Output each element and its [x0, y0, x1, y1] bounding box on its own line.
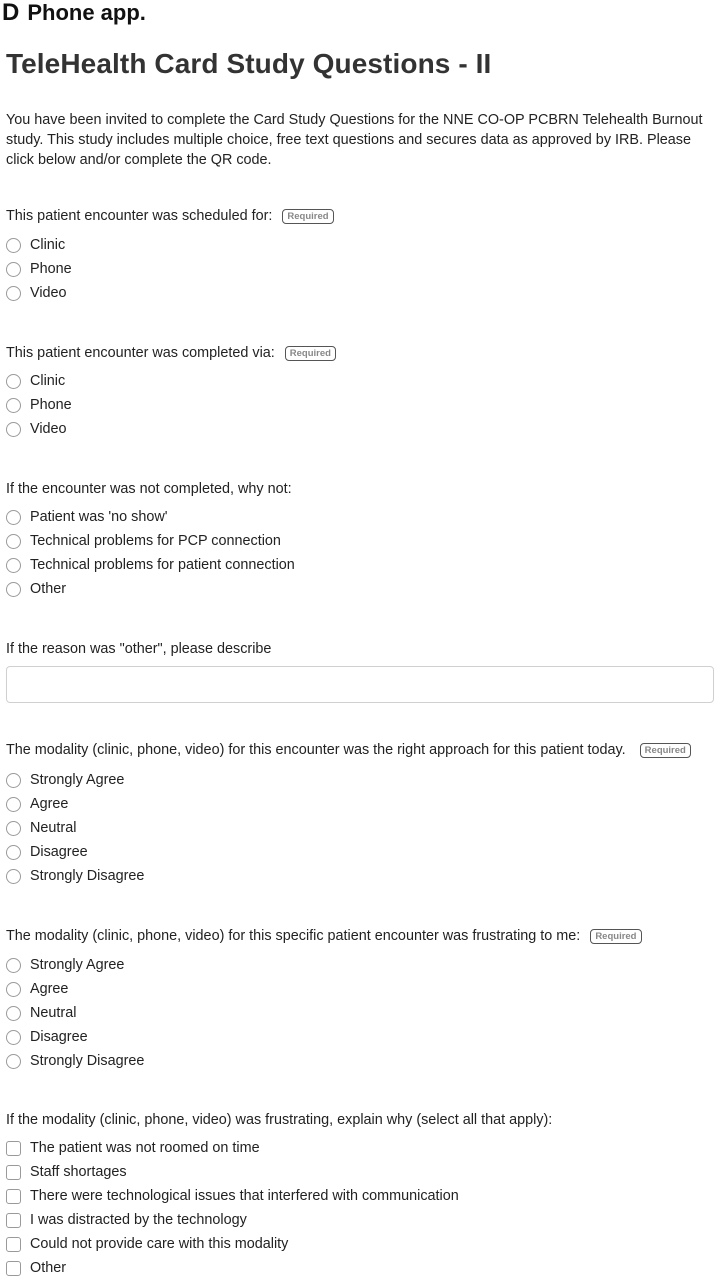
- option-neutral[interactable]: [6, 816, 144, 840]
- option-could-not-provide-care[interactable]: [6, 1232, 459, 1256]
- option-agree[interactable]: [6, 977, 144, 1001]
- option-patient-tech-problems[interactable]: [6, 553, 295, 577]
- option-label: Technical problems for patient connection: [30, 557, 295, 573]
- panel-letter: D: [2, 0, 20, 26]
- radio-button[interactable]: [6, 958, 21, 973]
- option-label: Strongly Agree: [30, 772, 125, 788]
- question-text: This patient encounter was scheduled for:: [6, 208, 273, 224]
- option-strongly-disagree[interactable]: [6, 1049, 144, 1073]
- option-no-show[interactable]: [6, 505, 295, 529]
- checkbox[interactable]: [6, 1165, 21, 1180]
- question-why-not-completed: [6, 480, 292, 498]
- radio-button[interactable]: [6, 821, 21, 836]
- option-distracted[interactable]: [6, 1208, 459, 1232]
- radio-button[interactable]: [6, 845, 21, 860]
- option-label: Neutral: [30, 820, 77, 836]
- options-frustrating: [6, 953, 144, 1073]
- form-intro: You have been invited to complete the Card Study Questions for the NNE CO-OP PCBRN Telehealth Burnout study. This study includes multiple choice, free text questions and secures data as approved by IRB. Please click below and/or complete the QR code.: [6, 112, 703, 168]
- option-label: Strongly Disagree: [30, 868, 145, 884]
- radio-button[interactable]: [6, 869, 21, 884]
- option-disagree[interactable]: [6, 1025, 144, 1049]
- options-why-not-completed: [6, 505, 295, 601]
- question-frustration-reasons: [6, 1111, 552, 1129]
- radio-button[interactable]: [6, 982, 21, 997]
- option-label: Disagree: [30, 1029, 88, 1045]
- checkbox[interactable]: [6, 1189, 21, 1204]
- option-label: Neutral: [30, 1005, 77, 1021]
- option-label: Technical problems for PCP connection: [30, 533, 281, 549]
- required-badge: Required: [640, 743, 691, 758]
- option-label: Other: [30, 581, 66, 597]
- option-neutral[interactable]: [6, 1001, 144, 1025]
- option-label: I was distracted by the technology: [30, 1212, 247, 1228]
- question-text: This patient encounter was completed via:: [6, 345, 275, 361]
- option-agree[interactable]: [6, 792, 144, 816]
- options-scheduled-for: [6, 233, 72, 305]
- option-clinic[interactable]: [6, 233, 72, 257]
- option-phone[interactable]: [6, 257, 72, 281]
- question-text: The modality (clinic, phone, video) for this specific patient encounter was frustrating to me:: [6, 928, 581, 944]
- checkbox[interactable]: [6, 1141, 21, 1156]
- radio-button[interactable]: [6, 238, 21, 253]
- option-label: Agree: [30, 796, 69, 812]
- radio-button[interactable]: [6, 286, 21, 301]
- option-not-roomed[interactable]: [6, 1136, 459, 1160]
- form-title: TeleHealth Card Study Questions - II: [6, 48, 492, 79]
- radio-button[interactable]: [6, 422, 21, 437]
- option-label: Video: [30, 421, 67, 437]
- options-frustration-reasons: [6, 1136, 459, 1280]
- required-badge: Required: [282, 209, 333, 224]
- checkbox[interactable]: [6, 1261, 21, 1276]
- radio-button[interactable]: [6, 582, 21, 597]
- option-other[interactable]: [6, 1256, 459, 1280]
- question-text: If the encounter was not completed, why not:: [6, 481, 292, 497]
- question-scheduled-for: [6, 207, 334, 225]
- radio-button[interactable]: [6, 1054, 21, 1069]
- required-badge: Required: [590, 929, 641, 944]
- option-staff-shortages[interactable]: [6, 1160, 459, 1184]
- option-label: Clinic: [30, 237, 66, 253]
- option-strongly-agree[interactable]: [6, 768, 144, 792]
- option-pcp-tech-problems[interactable]: [6, 529, 295, 553]
- checkbox[interactable]: [6, 1213, 21, 1228]
- option-video[interactable]: [6, 417, 72, 441]
- options-right-approach: [6, 768, 144, 888]
- option-disagree[interactable]: [6, 840, 144, 864]
- question-text: The modality (clinic, phone, video) for this encounter was the right approach for this patient today.: [6, 742, 626, 758]
- radio-button[interactable]: [6, 398, 21, 413]
- panel-caption: Phone app.: [27, 0, 146, 25]
- question-text: If the reason was "other", please describe: [6, 641, 272, 657]
- question-frustrating: [6, 927, 642, 945]
- option-label: Clinic: [30, 373, 66, 389]
- option-label: Staff shortages: [30, 1164, 127, 1180]
- option-label: Strongly Disagree: [30, 1053, 145, 1069]
- radio-button[interactable]: [6, 510, 21, 525]
- option-label: Other: [30, 1260, 66, 1276]
- options-completed-via: [6, 369, 72, 441]
- radio-button[interactable]: [6, 374, 21, 389]
- option-video[interactable]: [6, 281, 72, 305]
- checkbox[interactable]: [6, 1237, 21, 1252]
- radio-button[interactable]: [6, 558, 21, 573]
- question-text: If the modality (clinic, phone, video) was frustrating, explain why (select all that apply):: [6, 1112, 553, 1128]
- other-reason-input[interactable]: [6, 666, 714, 703]
- option-phone[interactable]: [6, 393, 72, 417]
- option-label: Disagree: [30, 844, 88, 860]
- radio-button[interactable]: [6, 534, 21, 549]
- option-label: Video: [30, 285, 67, 301]
- option-label: There were technological issues that interfered with communication: [30, 1188, 459, 1204]
- radio-button[interactable]: [6, 773, 21, 788]
- option-label: Could not provide care with this modality: [30, 1236, 289, 1252]
- option-label: Patient was 'no show': [30, 509, 168, 525]
- option-label: Phone: [30, 261, 72, 277]
- option-label: Agree: [30, 981, 69, 997]
- option-clinic[interactable]: [6, 369, 72, 393]
- panel-label: [2, 0, 146, 26]
- option-label: The patient was not roomed on time: [30, 1140, 260, 1156]
- option-strongly-agree[interactable]: [6, 953, 144, 977]
- required-badge: Required: [285, 346, 336, 361]
- radio-button[interactable]: [6, 1006, 21, 1021]
- radio-button[interactable]: [6, 1030, 21, 1045]
- radio-button[interactable]: [6, 797, 21, 812]
- question-right-approach: [6, 741, 691, 759]
- question-completed-via: [6, 344, 336, 362]
- option-tech-issues[interactable]: [6, 1184, 459, 1208]
- option-label: Strongly Agree: [30, 957, 125, 973]
- radio-button[interactable]: [6, 262, 21, 277]
- question-other-describe: [6, 640, 271, 658]
- option-label: Phone: [30, 397, 72, 413]
- option-strongly-disagree[interactable]: [6, 864, 144, 888]
- option-other[interactable]: [6, 577, 295, 601]
